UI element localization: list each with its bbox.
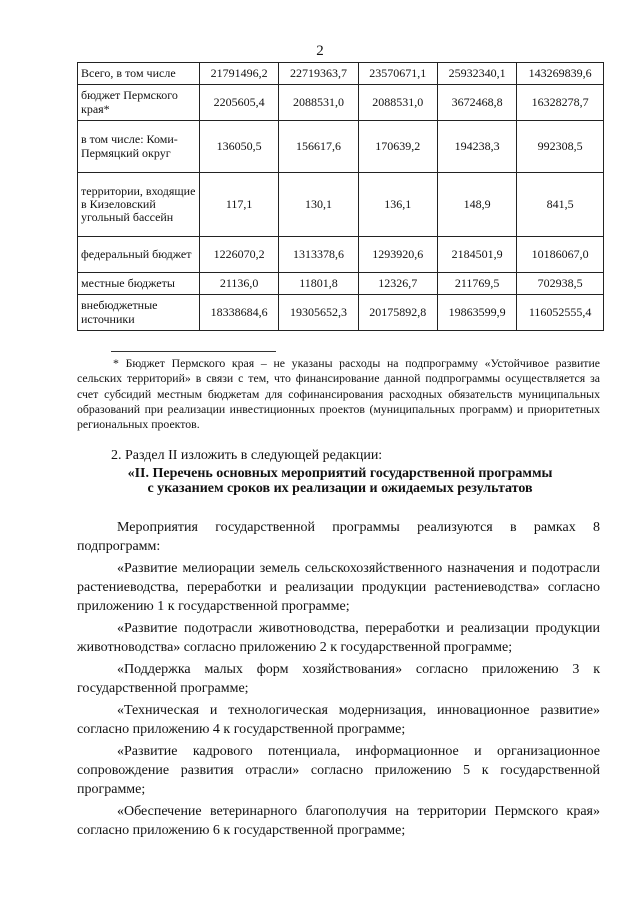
table-row	[78, 85, 604, 121]
table-cell: 21791496,2	[200, 63, 279, 85]
table-cell: 1293920,6	[358, 237, 437, 273]
amendment-item: 2. Раздел II изложить в следующей редакции:	[111, 448, 383, 463]
row-label: территории, входящие в Кизеловский угольный бассейн	[78, 173, 200, 237]
paragraph: «Техническая и технологическая модернизация, инновационное развитие» согласно приложению 4 к государственной программе;	[77, 703, 600, 737]
paragraph: «Развитие подотрасли животноводства, переработки и реализации продукции животноводства» согласно приложению 2 к государственной программе;	[77, 621, 600, 655]
row-label: Всего, в том числе	[78, 63, 200, 85]
table-cell: 170639,2	[358, 121, 437, 173]
section-heading	[80, 466, 600, 496]
paragraph: «Развитие мелиорации земель сельскохозяйственного назначения и подотрасли растениеводства, переработки и реализации продукции растениеводства» согласно приложению 1 к государственной программе;	[77, 561, 600, 614]
budget-table	[77, 62, 604, 331]
row-label: бюджет Пермского края*	[78, 85, 200, 121]
table-cell: 19305652,3	[279, 295, 358, 331]
row-label: в том числе: Коми-Пермяцкий округ	[78, 121, 200, 173]
table-cell: 117,1	[200, 173, 279, 237]
page-number: 2	[316, 43, 324, 59]
paragraph: «Обеспечение ветеринарного благополучия на территории Пермского края» согласно приложению 6 к государственной программе;	[77, 804, 600, 838]
paragraph: «Поддержка малых форм хозяйствования» согласно приложению 3 к государственной программе;	[77, 662, 600, 696]
table-row	[78, 295, 604, 331]
table-cell: 10186067,0	[517, 237, 604, 273]
row-label: федеральный бюджет	[78, 237, 200, 273]
table-cell: 148,9	[437, 173, 516, 237]
table-cell: 3672468,8	[437, 85, 516, 121]
table-cell: 19863599,9	[437, 295, 516, 331]
table-cell: 136,1	[358, 173, 437, 237]
table-cell: 16328278,7	[517, 85, 604, 121]
row-label: местные бюджеты	[78, 273, 200, 295]
table-cell: 25932340,1	[437, 63, 516, 85]
table-cell: 2088531,0	[279, 85, 358, 121]
paragraph: «Развитие кадрового потенциала, информационное и организационное сопровождение развития отрасли» согласно приложению 5 к государственной программе;	[77, 744, 600, 797]
table-cell: 1313378,6	[279, 237, 358, 273]
table-cell: 143269839,6	[517, 63, 604, 85]
section-heading-line2: с указанием сроков их реализации и ожидаемых результатов	[147, 481, 533, 496]
table-cell: 23570671,1	[358, 63, 437, 85]
table-row	[78, 237, 604, 273]
footnote-text: * Бюджет Пермского края – не указаны расходы на подпрограмму «Устойчивое развитие сельских территорий» в связи с тем, что финансирование данной подпрограммы осуществляется за счет субсидий местным бюджетам для софинансирования расходных обязательств муниципальных образований при реализации инвестиционных проектов (муниципальных программ) и приоритетных региональных проектов.	[77, 356, 600, 432]
table-cell: 2088531,0	[358, 85, 437, 121]
table-cell: 211769,5	[437, 273, 516, 295]
table-row	[78, 63, 604, 85]
table-cell: 841,5	[517, 173, 604, 237]
body-text	[77, 518, 600, 843]
table-row	[78, 173, 604, 237]
table-cell: 11801,8	[279, 273, 358, 295]
table-cell: 992308,5	[517, 121, 604, 173]
table-cell: 1226070,2	[200, 237, 279, 273]
table-cell: 156617,6	[279, 121, 358, 173]
table-cell: 20175892,8	[358, 295, 437, 331]
table-cell: 194238,3	[437, 121, 516, 173]
table-cell: 136050,5	[200, 121, 279, 173]
table-row	[78, 273, 604, 295]
footnote-divider	[111, 351, 276, 352]
table-cell: 702938,5	[517, 273, 604, 295]
footnote	[77, 356, 600, 432]
table-cell: 130,1	[279, 173, 358, 237]
row-label: внебюджетные источники	[78, 295, 200, 331]
table-cell: 18338684,6	[200, 295, 279, 331]
table-cell: 12326,7	[358, 273, 437, 295]
table-cell: 2205605,4	[200, 85, 279, 121]
paragraph: Мероприятия государственной программы реализуются в рамках 8 подпрограмм:	[77, 520, 600, 554]
section-heading-line1: «II. Перечень основных мероприятий государственной программы	[127, 466, 553, 481]
table-cell: 21136,0	[200, 273, 279, 295]
table-row	[78, 121, 604, 173]
table-cell: 2184501,9	[437, 237, 516, 273]
table-cell: 116052555,4	[517, 295, 604, 331]
table-cell: 22719363,7	[279, 63, 358, 85]
